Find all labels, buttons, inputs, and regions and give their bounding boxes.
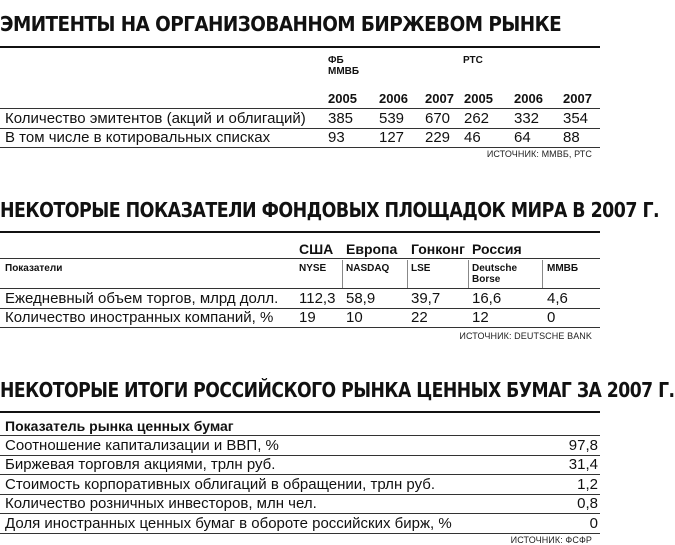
region-header: Европа bbox=[346, 241, 398, 257]
row-label: В том числе в котировальных списках bbox=[5, 129, 271, 146]
table-cell: 58,9 bbox=[346, 290, 376, 307]
table-cell: 16,6 bbox=[472, 290, 502, 307]
row-label: Соотношение капитализации и ВВП, % bbox=[5, 437, 279, 454]
table-cell: 93 bbox=[328, 129, 345, 146]
row-label: Количество иностранных компаний, % bbox=[5, 309, 274, 326]
table-cell: 112,3 bbox=[299, 290, 336, 307]
year-header: 2007 bbox=[425, 91, 454, 106]
section-russian-market bbox=[0, 362, 675, 545]
table-cell: 262 bbox=[464, 110, 490, 127]
table-cell: 229 bbox=[425, 129, 451, 146]
row-label: Стоимость корпоративных облигаций в обращении, трлн руб. bbox=[5, 476, 435, 493]
divider bbox=[0, 435, 600, 436]
indicator-header: Показатели bbox=[5, 263, 63, 274]
table-cell: 22 bbox=[411, 309, 428, 326]
table-cell: 0,8 bbox=[577, 495, 598, 512]
exchange-header: NASDAQ bbox=[346, 263, 390, 274]
row-label: Количество розничных инвесторов, млн чел. bbox=[5, 495, 317, 512]
divider bbox=[0, 46, 600, 48]
divider bbox=[0, 327, 600, 328]
table-cell: 0 bbox=[589, 515, 598, 532]
table-cell: 64 bbox=[514, 129, 531, 146]
year-header: 2005 bbox=[464, 91, 493, 106]
table-cell: 332 bbox=[514, 110, 540, 127]
table-cell: 12 bbox=[472, 309, 489, 326]
table-cell: 670 bbox=[425, 110, 451, 127]
year-header: 2007 bbox=[563, 91, 592, 106]
table-cell: 127 bbox=[379, 129, 405, 146]
column-separator bbox=[468, 260, 469, 288]
year-header: 2006 bbox=[379, 91, 408, 106]
table-cell: 539 bbox=[379, 110, 405, 127]
divider bbox=[0, 231, 600, 233]
section-world-exchanges bbox=[0, 188, 660, 358]
column-separator bbox=[407, 260, 408, 288]
row-label: Биржевая торговля акциями, трлн руб. bbox=[5, 456, 276, 473]
table-cell: 385 bbox=[328, 110, 354, 127]
table-cell: 19 bbox=[299, 309, 316, 326]
section-title: НЕКОТОРЫЕ ПОКАЗАТЕЛИ ФОНДОВЫХ ПЛОЩАДОК МИРА В 2007 Г. bbox=[0, 198, 660, 222]
group-header-mmvb: ФБ ММВБ bbox=[328, 55, 360, 77]
group-header-rts: РТС bbox=[463, 55, 483, 66]
table-cell: 4,6 bbox=[547, 290, 568, 307]
divider bbox=[0, 147, 600, 148]
table-cell: 0 bbox=[547, 309, 556, 326]
exchange-header: Deutsche Borse bbox=[472, 263, 518, 285]
divider bbox=[0, 513, 600, 514]
table-cell: 354 bbox=[563, 110, 589, 127]
table-cell: 88 bbox=[563, 129, 580, 146]
divider bbox=[0, 258, 600, 259]
table-cell: 1,2 bbox=[577, 476, 598, 493]
divider bbox=[0, 533, 600, 534]
table-cell: 31,4 bbox=[568, 456, 598, 473]
table-cell: 97,8 bbox=[568, 437, 598, 454]
region-header: США bbox=[299, 241, 334, 257]
year-header: 2005 bbox=[328, 91, 357, 106]
section-title: НЕКОТОРЫЕ ИТОГИ РОССИЙСКОГО РЫНКА ЦЕННЫХ БУМАГ ЗА 2007 Г. bbox=[0, 378, 675, 402]
source-note: ИСТОЧНИК: DEUTSCHE BANK bbox=[459, 331, 592, 341]
table-cell: 39,7 bbox=[411, 290, 441, 307]
exchange-header: LSE bbox=[411, 263, 431, 274]
divider bbox=[0, 108, 600, 109]
section-title: ЭМИТЕНТЫ НА ОРГАНИЗОВАННОМ БИРЖЕВОМ РЫНКЕ bbox=[0, 12, 562, 36]
divider bbox=[0, 474, 600, 475]
exchange-header: NYSE bbox=[299, 263, 327, 274]
column-separator bbox=[542, 260, 543, 288]
region-header: Россия bbox=[472, 241, 522, 257]
row-label: Доля иностранных ценных бумаг в обороте российских бирж, % bbox=[5, 515, 452, 532]
source-note: ИСТОЧНИК: ФСФР bbox=[510, 535, 592, 545]
exchange-header: ММВБ bbox=[547, 263, 579, 274]
table-cell: 46 bbox=[464, 129, 481, 146]
year-header: 2006 bbox=[514, 91, 543, 106]
row-label: Ежедневный объем торгов, млрд долл. bbox=[5, 290, 279, 307]
divider bbox=[0, 288, 600, 289]
table-header: Показатель рынка ценных бумаг bbox=[5, 418, 234, 434]
source-note: ИСТОЧНИК: ММВБ, РТС bbox=[486, 149, 592, 159]
table-cell: 10 bbox=[346, 309, 363, 326]
region-header: Гонконг bbox=[411, 241, 465, 257]
divider bbox=[0, 411, 600, 413]
section-emitents bbox=[0, 0, 600, 180]
column-separator bbox=[342, 260, 343, 288]
row-label: Количество эмитентов (акций и облигаций) bbox=[5, 110, 306, 127]
